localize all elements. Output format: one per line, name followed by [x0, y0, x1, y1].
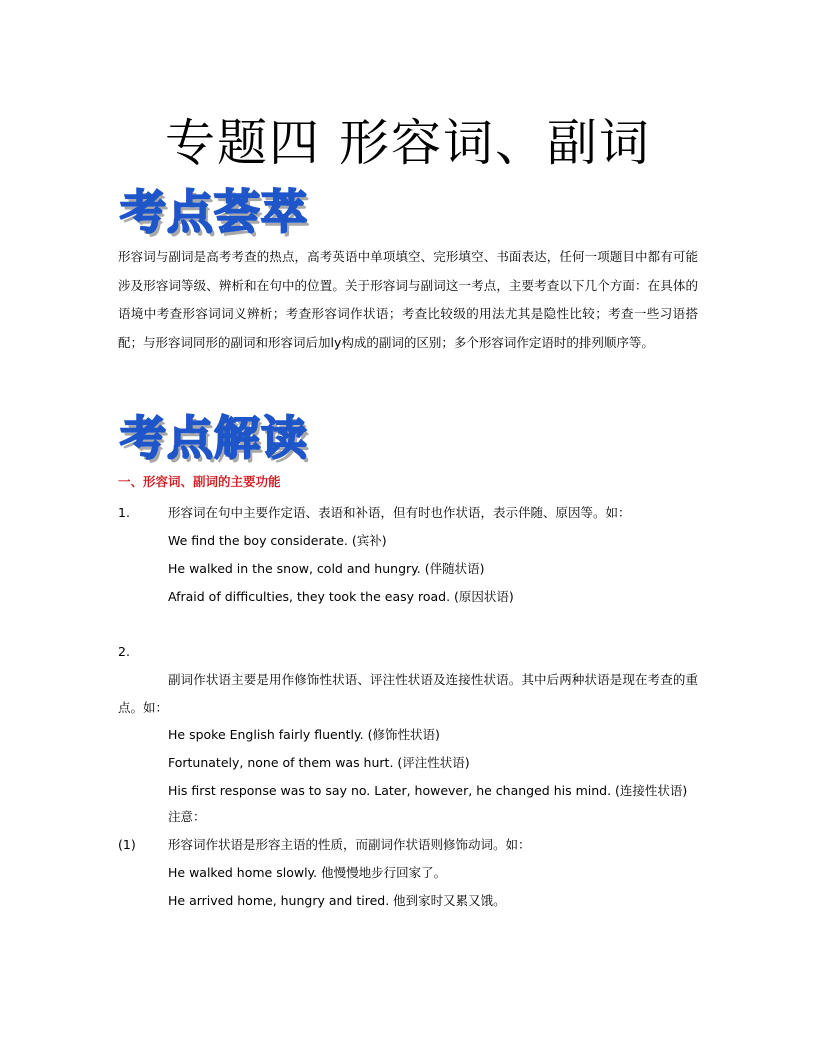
- example-sentence: He walked in the snow, cold and hungry. (伴随状语): [168, 561, 485, 576]
- item-text: 形容词在句中主要作定语、表语和补语，但有时也作状语，表示伴随、原因等。如：: [168, 505, 631, 520]
- example-sentence: He walked home slowly. 他慢慢地步行回家了。: [168, 865, 447, 880]
- item-text: 副词作状语主要是用作修饰性状语、评注性状语及连接性状语。其中后两种状语是现在考查的重点。如：: [118, 672, 698, 715]
- example-sentence: Afraid of difficulties, they took the easy road. (原因状语): [168, 589, 514, 604]
- item-number: (1): [118, 837, 136, 852]
- example-sentence: He arrived home, hungry and tired. 他到家时又累又饿。: [168, 893, 506, 908]
- intro-paragraph: 形容词与副词是高考考查的热点，高考英语中单项填空、完形填空、书面表达，任何一项题目中都有可能涉及形容词等级、辨析和在句中的位置。关于形容词与副词这一考点，主要考查以下几个方面：在具体的语境中考查形容词词义辨析；考查形容词作状语；考查比较级的用法尤其是隐性比较；考查一些习语搭配；与形容词同形的副词和形容词后加ly构成的副词的区别；多个形容词作定语时的排列顺序等。: [118, 249, 698, 350]
- item-number: 1.: [118, 505, 130, 520]
- section-heading: 一、形容词、副词的主要功能: [118, 474, 281, 489]
- example-sentence: Fortunately, none of them was hurt. (评注性状语): [168, 755, 470, 770]
- note-label: 注意：: [168, 809, 206, 824]
- example-sentence: He spoke English fairly fluently. (修饰性状语): [168, 727, 440, 742]
- banner-kaodian-huicui: 考点荟萃: [120, 185, 308, 239]
- item-number: 2.: [118, 644, 130, 659]
- item-text: 形容词作状语是形容主语的性质，而副词作状语则修饰动词。如：: [168, 837, 531, 852]
- document-title: 专题四 形容词、副词: [165, 114, 651, 172]
- example-sentence: His first response was to say no. Later, however, he changed his mind. (连接性状语): [168, 783, 688, 798]
- example-sentence: We find the boy considerate. (宾补): [168, 533, 387, 548]
- banner-kaodian-jiedu: 考点解读: [120, 411, 308, 465]
